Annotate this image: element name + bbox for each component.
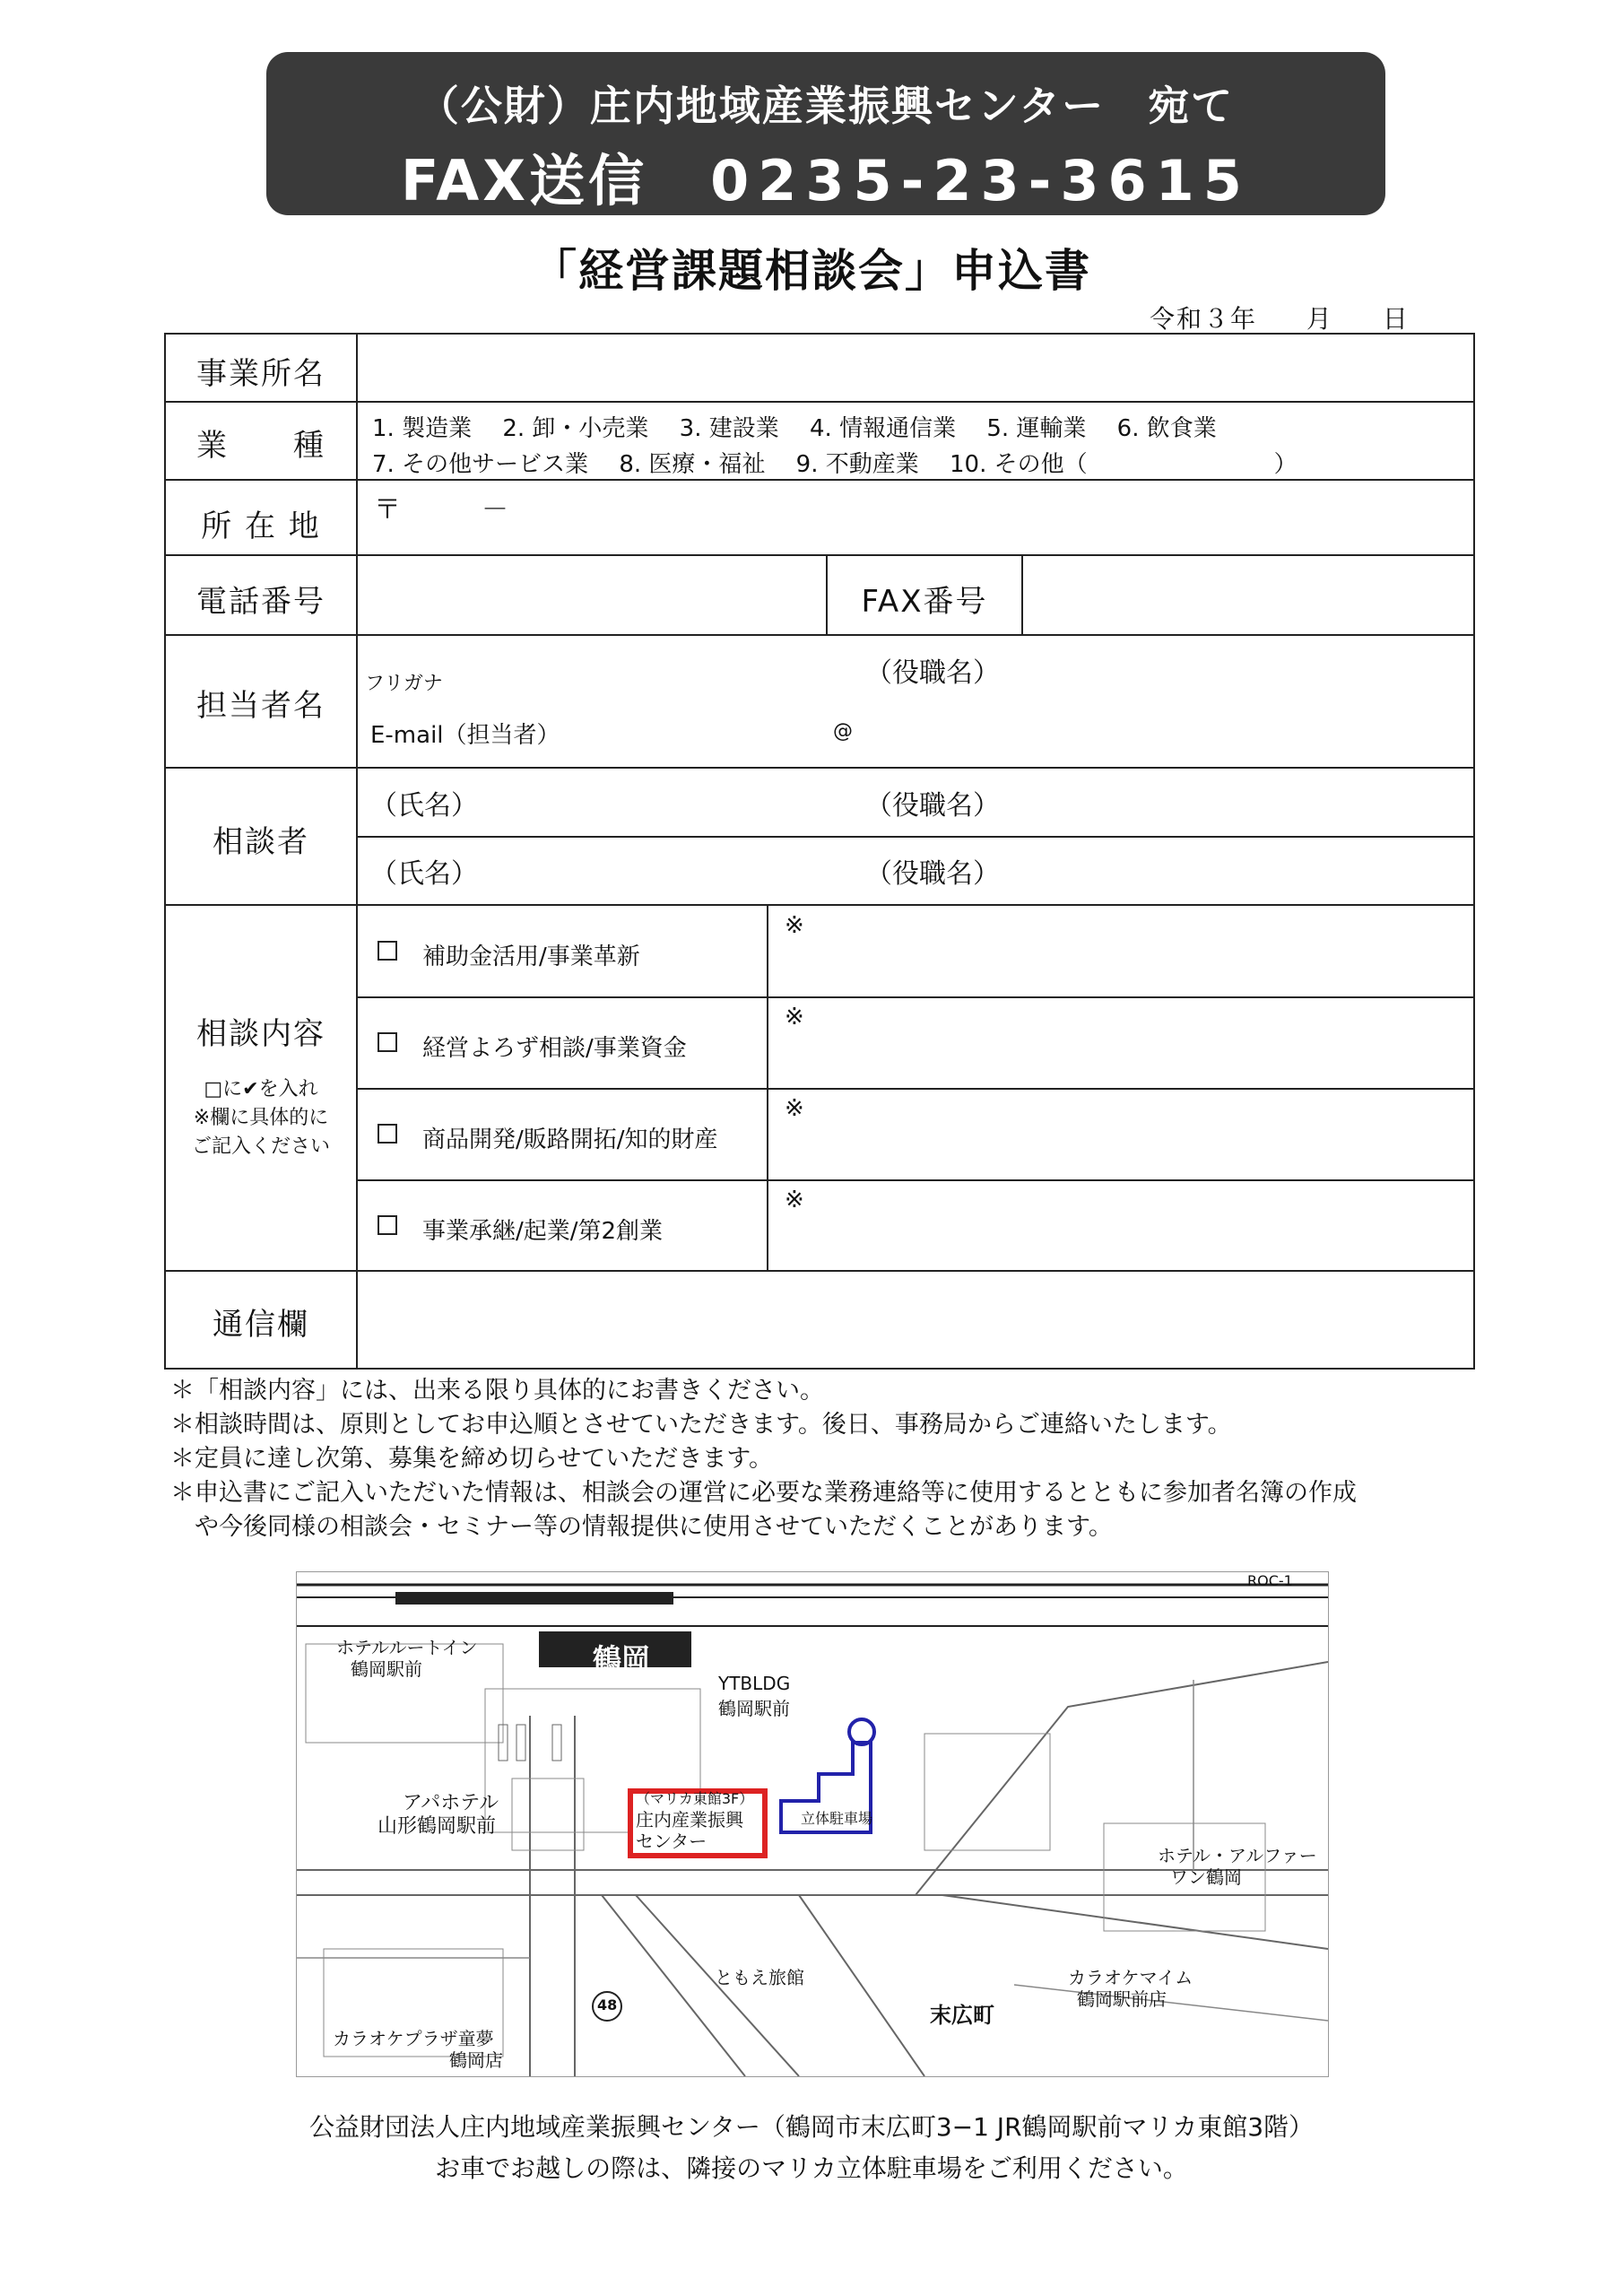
application-form bbox=[164, 333, 1475, 1370]
fax-field[interactable] bbox=[1023, 556, 1471, 632]
fax-number: 0235-23-3615 bbox=[710, 148, 1251, 213]
fax-label: FAX送信 bbox=[401, 148, 648, 213]
contact-label: 担当者名 bbox=[196, 688, 325, 724]
topic-3-mark: ※ bbox=[785, 1095, 804, 1122]
content-note-2: ※欄に具体的に bbox=[193, 1107, 329, 1129]
map-karaoke-plaza-2: 鶴岡店 bbox=[449, 2049, 503, 2071]
topic-1-checkbox[interactable] bbox=[378, 941, 397, 961]
topic-4-label: 事業承継/起業/第2創業 bbox=[422, 1218, 664, 1245]
banner-fax bbox=[266, 136, 1385, 216]
map-suehiro: 末広町 bbox=[930, 2003, 994, 2028]
footer-parking-note: お車でお越しの際は、隣接のマリカ立体駐車場をご利用ください。 bbox=[435, 2153, 1188, 2183]
map-station: 鶴岡 bbox=[593, 1642, 651, 1676]
topic-1-label: 補助金活用/事業革新 bbox=[422, 944, 640, 970]
consultant-label: 相談者 bbox=[213, 824, 309, 860]
date-month: 月 bbox=[1306, 304, 1333, 334]
map-karaoke-plaza: カラオケプラザ童夢 bbox=[333, 2028, 494, 2049]
fax-banner bbox=[266, 52, 1385, 215]
map-hotel-alpha: ホテル・アルファー bbox=[1158, 1845, 1317, 1866]
industry-label: 業 種 bbox=[196, 428, 325, 464]
topic-2-label: 経営よろず相談/事業資金 bbox=[422, 1035, 687, 1062]
map-tomoe: ともえ旅館 bbox=[715, 1967, 804, 1988]
content-note-3: ご記入ください bbox=[191, 1135, 330, 1158]
note-5: や今後同様の相談会・セミナー等の情報提供に使用させていただくことがあります。 bbox=[170, 1513, 1113, 1541]
date-day: 日 bbox=[1382, 304, 1410, 334]
contact-position-label: （役職名） bbox=[865, 657, 1000, 689]
map-karaoke-maim: カラオケマイム bbox=[1068, 1967, 1193, 1988]
topic-3-label: 商品開発/販路開拓/知的財産 bbox=[422, 1126, 718, 1153]
furigana-label: フリガナ bbox=[365, 673, 443, 695]
note-1: ＊「相談内容」には、出来る限り具体的にお書きください。 bbox=[170, 1377, 824, 1405]
business-name-label: 事業所名 bbox=[196, 356, 325, 392]
map-center-2: センター bbox=[636, 1831, 707, 1852]
consultant-1-position[interactable]: （役職名） bbox=[865, 790, 1000, 822]
topic-2-checkbox[interactable] bbox=[378, 1032, 397, 1052]
industry-options-line2[interactable]: 7. その他サービス業 8. 医療・福祉 9. 不動産業 10. その他（ ） bbox=[372, 451, 1298, 478]
note-4: ＊申込書にご記入いただいた情報は、相談会の運営に必要な業務連絡等に使用するとともに参加者名簿の作成 bbox=[170, 1479, 1357, 1507]
notes bbox=[170, 1374, 1357, 1544]
consultant-2-position[interactable]: （役職名） bbox=[865, 858, 1000, 890]
access-map bbox=[296, 1571, 1329, 2077]
footer-address: 公益財団法人庄内地域産業振興センター（鶴岡市末広町3−1 JR鶴岡駅前マリカ東館3階） bbox=[308, 2112, 1315, 2142]
business-name-field[interactable] bbox=[358, 336, 1470, 399]
comm-label: 通信欄 bbox=[213, 1307, 309, 1343]
comm-field[interactable] bbox=[358, 1272, 1470, 1366]
map-roc: ROC-1 bbox=[1247, 1572, 1293, 1589]
map-center-1: 庄内産業振興 bbox=[636, 1809, 743, 1831]
content-note-1: □に✔を入れ bbox=[204, 1078, 318, 1100]
consultant-2-name[interactable]: （氏名） bbox=[370, 858, 478, 890]
map-karaoke-maim-2: 鶴岡駅前店 bbox=[1077, 1988, 1167, 2010]
fax-number-label: FAX番号 bbox=[861, 584, 988, 620]
address-field[interactable]: 〒 － bbox=[374, 494, 508, 526]
phone-label: 電話番号 bbox=[196, 584, 325, 620]
map-marika: （マリカ東館3F） bbox=[636, 1790, 754, 1807]
map-route-48: 48 bbox=[597, 1996, 618, 2013]
content-label: 相談内容 bbox=[196, 1016, 325, 1052]
consultant-1-name[interactable]: （氏名） bbox=[370, 790, 478, 822]
page-title: 「経営課題相談会」申込書 bbox=[532, 245, 1091, 297]
note-2: ＊相談時間は、原則としてお申込順とさせていただきます。後日、事務局からご連絡いたします。 bbox=[170, 1411, 1232, 1439]
topic-3-checkbox[interactable] bbox=[378, 1124, 397, 1144]
date-line bbox=[1150, 300, 1422, 335]
industry-options-line1[interactable]: 1. 製造業 2. 卸・小売業 3. 建設業 4. 情報通信業 5. 運輸業 6. 飲食業 bbox=[372, 415, 1217, 442]
date-era: 令和３年 bbox=[1150, 304, 1258, 334]
map-hotel-route-inn: ホテルルートイン bbox=[336, 1637, 478, 1658]
address-label: 所 在 地 bbox=[201, 509, 321, 544]
phone-field[interactable] bbox=[358, 556, 824, 632]
map-apa: アパホテル bbox=[403, 1792, 499, 1814]
email-label: E-mail（担当者） bbox=[370, 722, 560, 749]
map-ytb-2: 鶴岡駅前 bbox=[718, 1698, 790, 1719]
note-3: ＊定員に達し次第、募集を締め切らせていただきます。 bbox=[170, 1445, 774, 1473]
topic-2-mark: ※ bbox=[785, 1004, 804, 1031]
map-ytb: YTBLDG bbox=[718, 1673, 791, 1694]
map-parking: 立体駐車場 bbox=[801, 1810, 873, 1827]
banner-recipient: （公財）庄内地域産業振興センター 宛て bbox=[417, 82, 1235, 130]
topic-1-mark: ※ bbox=[785, 912, 804, 939]
topic-4-checkbox[interactable] bbox=[378, 1215, 397, 1235]
topic-4-mark: ※ bbox=[785, 1187, 804, 1213]
map-apa-2: 山形鶴岡駅前 bbox=[378, 1815, 497, 1838]
map-hotel-alpha-2: ワン鶴岡 bbox=[1170, 1866, 1242, 1888]
map-hotel-route-inn-2: 鶴岡駅前 bbox=[351, 1658, 422, 1680]
email-at: @ bbox=[833, 720, 853, 743]
